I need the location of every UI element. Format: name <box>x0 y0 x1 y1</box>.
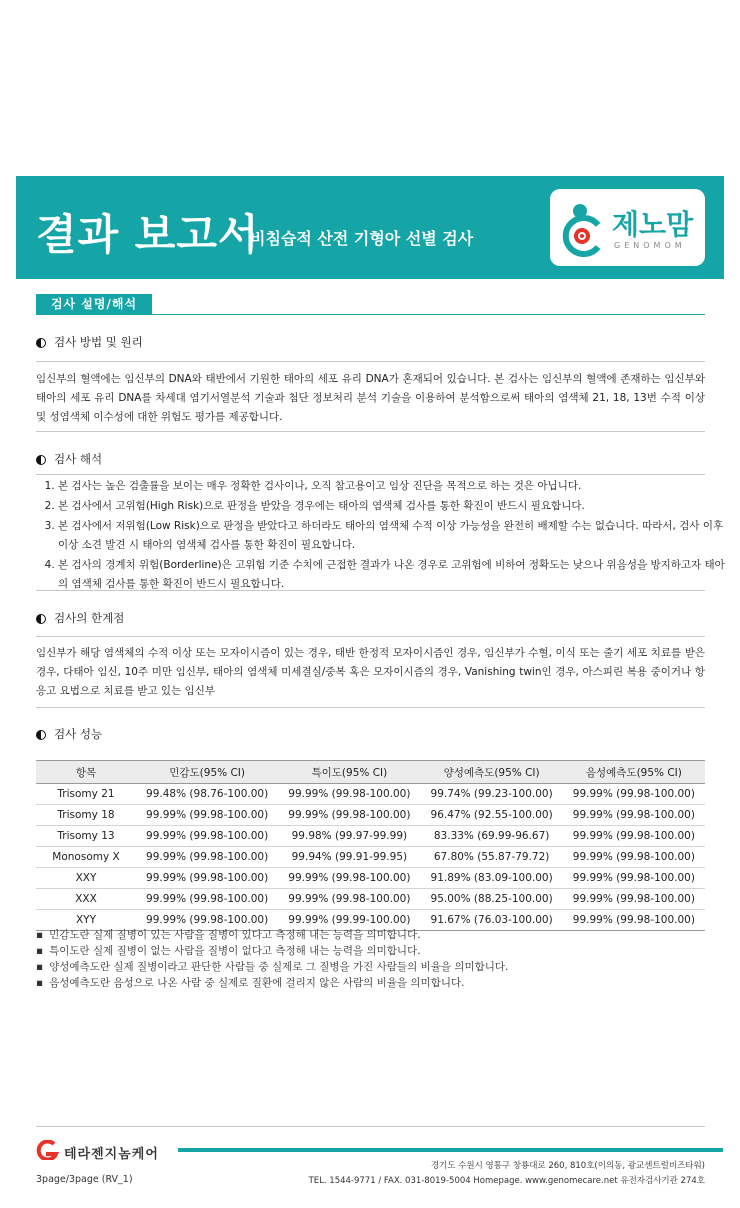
limits-heading-text: 검사의 한계점 <box>54 611 125 625</box>
footer-contact: TEL. 1544-9771 / FAX. 031-8019-5004 Homepage. www.genomecare.net 유전자검사기관 274호 <box>308 1176 705 1186</box>
logo-wordmark <box>612 203 693 243</box>
table-cell: 99.99% (99.98-100.00) <box>563 910 705 931</box>
half-circle-icon <box>36 730 46 740</box>
table-cell: 99.99% (99.99-100.00) <box>278 910 420 931</box>
table-cell: 99.99% (99.98-100.00) <box>136 889 278 910</box>
divider <box>36 707 705 708</box>
table-cell: 99.99% (99.98-100.00) <box>136 868 278 889</box>
list-item: ▪ 특이도란 실제 질병이 없는 사람을 질병이 없다고 측정해 내는 능력을 의미합니다. <box>36 943 508 959</box>
table-cell: 83.33% (69.99-96.67) <box>421 826 563 847</box>
table-cell: 99.99% (99.98-100.00) <box>563 784 705 805</box>
method-heading-text: 검사 방법 및 원리 <box>54 335 143 349</box>
table-cell: 99.94% (99.91-99.95) <box>278 847 420 868</box>
column-header: 특이도(95% CI) <box>278 761 420 784</box>
limits-text: 임신부가 해당 염색체의 수적 이상 또는 모자이시즘이 있는 경우, 태반 한정적 모자이시즘인 경우, 임신부가 수혈, 이식 또는 줄기 세포 치료를 받은 경우, 다태아 임신, 10주 미만 임신부, 태아의 염색체 미세결실/중복 혹은 모자이시즘의 경우, Vanishing twin인 경우, 아스피린 복용 중이거나 항 응고 요법으로 치료를 받고 있는 임신부 <box>36 647 705 697</box>
genomom-mark-icon <box>560 199 608 257</box>
interpretation-heading <box>36 451 102 467</box>
list-item: ▪ 민감도란 실제 질병이 있는 사람을 질병이 있다고 측정해 내는 능력을 의미합니다. <box>36 927 508 943</box>
report-subtitle: 비침습적 산전 기형아 선별 검사 <box>250 229 474 248</box>
table-row <box>36 784 705 805</box>
divider <box>36 361 705 362</box>
table-cell: 91.89% (83.09-100.00) <box>421 868 563 889</box>
table-cell: 99.99% (99.98-100.00) <box>136 805 278 826</box>
list-item: 2. 본 검사에서 고위험(High Risk)으로 판정을 받았을 경우에는 태아의 염색체 검사를 통한 확진이 반드시 필요합니다. <box>58 497 727 516</box>
logo-subtext: GENOMOM <box>614 241 686 250</box>
table-cell: 99.99% (99.98-100.00) <box>563 826 705 847</box>
footer-address: 경기도 수원시 영통구 창룡대로 260, 810호(이의동, 광교센트럴비즈타워) <box>430 1161 705 1171</box>
method-heading <box>36 334 143 350</box>
logo-text: 제노맘 <box>612 208 694 241</box>
interpretation-list <box>36 477 727 595</box>
list-item: ▪ 양성예측도란 실제 질병이라고 판단한 사람들 중 실제로 그 질병을 가진 사람들의 비율을 의미합니다. <box>36 959 508 975</box>
column-header: 양성예측도(95% CI) <box>421 761 563 784</box>
divider <box>36 474 705 475</box>
table-row <box>36 805 705 826</box>
table-cell: 99.98% (99.97-99.99) <box>278 826 420 847</box>
table-cell: XYY <box>36 910 136 931</box>
column-header: 민감도(95% CI) <box>136 761 278 784</box>
column-header: 음성예측도(95% CI) <box>563 761 705 784</box>
table-row <box>36 868 705 889</box>
divider <box>36 431 705 432</box>
divider <box>36 636 705 637</box>
table-cell: XXX <box>36 889 136 910</box>
list-item: ▪ 음성예측도란 음성으로 나온 사람 중 실제로 질환에 걸리지 않은 사람의 비율을 의미합니다. <box>36 975 508 991</box>
list-item: 1. 본 검사는 높은 검출률을 보이는 매우 정확한 검사이나, 오직 참고용이고 임상 진단을 목적으로 하는 것은 아닙니다. <box>58 477 727 496</box>
table-header-row <box>36 761 705 784</box>
method-text: 임신부의 혈액에는 임신부의 DNA와 태반에서 기원한 태아의 세포 유리 DNA가 혼재되어 있습니다. 본 검사는 임신부의 혈액에 존재하는 임신부와 태아의 세포 유리 DNA를 차세대 염기서열분석 기술과 첨단 정보처리 분석 기술을 이용하여 분석함으로써 태아의 염색체 21, 18, 13번 수적 이상 및 성염색체 이수성에 대한 위험도 평가를 제공합니다. <box>36 373 705 423</box>
half-circle-icon <box>36 614 46 624</box>
header-banner <box>16 176 724 279</box>
half-circle-icon <box>36 455 46 465</box>
table-cell: Trisomy 13 <box>36 826 136 847</box>
list-item: 4. 본 검사의 경계치 위험(Borderline)은 고위험 기준 수치에 근접한 결과가 나온 경우로 고위험에 비하여 정확도는 낮으나 위음성을 방지하고자 태아의 염색체 검사를 통한 확진이 반드시 필요합니다. <box>58 556 727 594</box>
table-cell: 99.99% (99.98-100.00) <box>563 847 705 868</box>
report-title: 결과 보고서 <box>36 210 260 259</box>
performance-table <box>36 760 705 931</box>
table-cell: 67.80% (55.87-79.72) <box>421 847 563 868</box>
footer-divider <box>36 1126 705 1127</box>
table-cell: Trisomy 18 <box>36 805 136 826</box>
section-tab: 검사 설명/해석 <box>36 294 152 314</box>
table-cell: 99.99% (99.98-100.00) <box>136 826 278 847</box>
footer-accent-bar <box>178 1148 723 1152</box>
table-cell: Monosomy X <box>36 847 136 868</box>
interpretation-heading-text: 검사 해석 <box>54 452 103 466</box>
section-divider <box>36 314 705 315</box>
table-cell: 91.67% (76.03-100.00) <box>421 910 563 931</box>
limits-heading <box>36 610 124 626</box>
table-cell: 99.99% (99.98-100.00) <box>278 868 420 889</box>
table-row <box>36 826 705 847</box>
table-cell: Trisomy 21 <box>36 784 136 805</box>
table-cell: 99.99% (99.98-100.00) <box>136 847 278 868</box>
table-cell: XXY <box>36 868 136 889</box>
table-cell: 99.99% (99.98-100.00) <box>563 889 705 910</box>
table-cell: 99.99% (99.98-100.00) <box>278 784 420 805</box>
table-row <box>36 847 705 868</box>
table-row <box>36 889 705 910</box>
footer-company: 테라젠지놈케어 <box>64 1147 159 1162</box>
definitions-list <box>36 927 508 991</box>
table-cell: 99.99% (99.98-100.00) <box>278 805 420 826</box>
table-cell: 99.99% (99.98-100.00) <box>136 910 278 931</box>
column-header: 항목 <box>36 761 136 784</box>
page-number: 3page/3page (RV_1) <box>36 1174 133 1185</box>
table-cell: 99.99% (99.98-100.00) <box>278 889 420 910</box>
table-cell: 99.74% (99.23-100.00) <box>421 784 563 805</box>
terragen-logo-icon <box>32 1140 62 1160</box>
footer-address-block <box>309 1159 705 1189</box>
list-item: 3. 본 검사에서 저위험(Low Risk)으로 판정을 받았다고 하더라도 태아의 염색체 수적 이상 가능성을 완전히 배제할 수는 없습니다. 따라서, 검사 이후 이상 소견 발견 시 태아의 염색체 검사를 통한 확진이 필요합니다. <box>58 517 727 555</box>
table-cell: 95.00% (88.25-100.00) <box>421 889 563 910</box>
performance-heading <box>36 726 102 742</box>
half-circle-icon <box>36 338 46 348</box>
table-cell: 99.99% (99.98-100.00) <box>563 868 705 889</box>
table-cell: 99.48% (98.76-100.00) <box>136 784 278 805</box>
table-cell: 99.99% (99.98-100.00) <box>563 805 705 826</box>
genomom-logo <box>550 189 705 266</box>
performance-heading-text: 검사 성능 <box>54 727 103 741</box>
table-cell: 96.47% (92.55-100.00) <box>421 805 563 826</box>
divider <box>36 590 705 591</box>
